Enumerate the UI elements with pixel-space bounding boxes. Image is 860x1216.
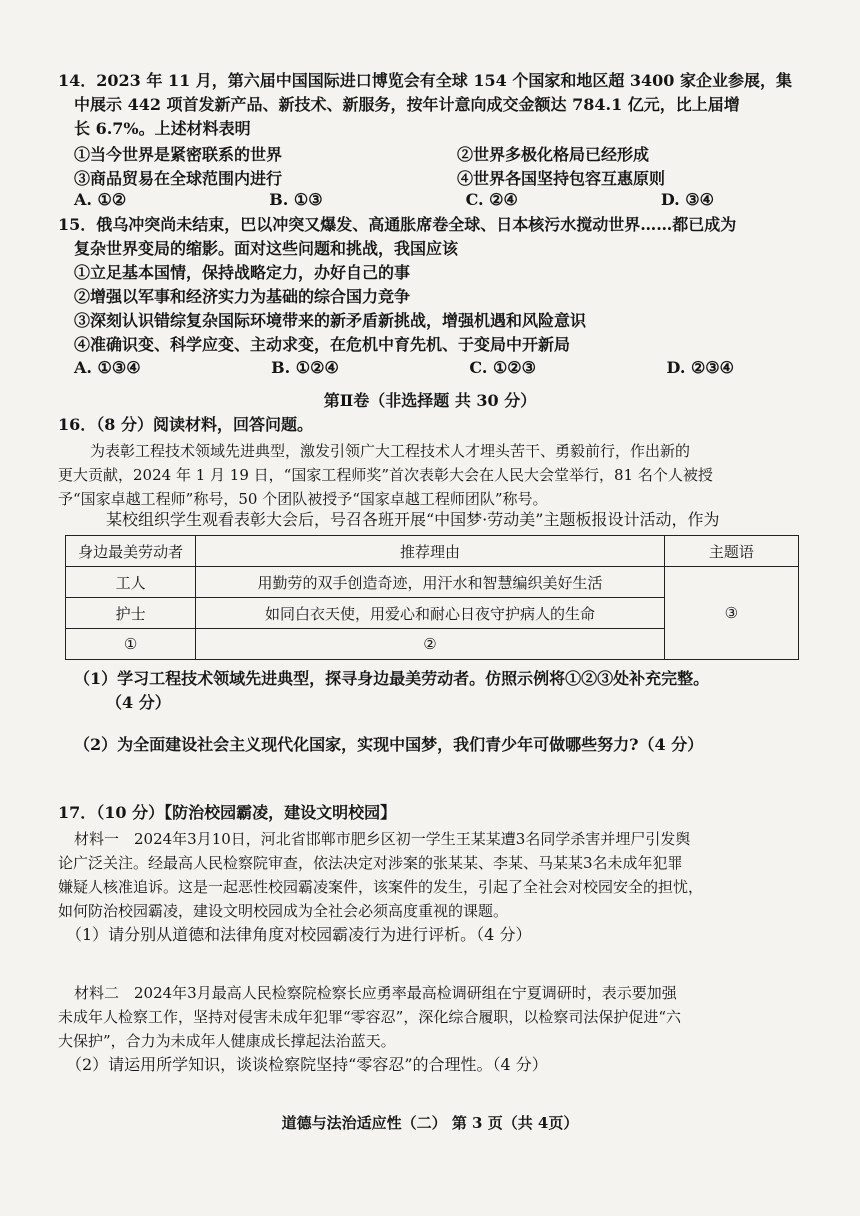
q17-heading: 17．（10 分）【防治校园霸凌，建设文明校园】 xyxy=(58,803,397,822)
page-footer: 道德与法治适应性（二） 第 3 页（共 4页） xyxy=(281,1114,579,1132)
q17-material1-line2: 论广泛关注。经最高人民检察院审查，依法决定对涉案的张某某、李某、马某某3名未成年犯罪 xyxy=(58,854,683,872)
q14-choice-a[interactable]: A. ①② xyxy=(74,190,127,209)
table-header: 身边最美劳动者 xyxy=(66,536,196,567)
worker-table xyxy=(65,535,799,660)
q17-material1-line1: 材料一 2024年3月10日，河北省邯郸市肥乡区初一学生王某某遭3名同学杀害并埋尸引发舆 xyxy=(74,830,691,848)
q16-sub1: （1）学习工程技术领域先进典型，探寻身边最美劳动者。仿照示例将①②③处补充完整。 xyxy=(74,669,710,688)
q14-option-4: ④世界各国坚持包容互惠原则 xyxy=(457,169,666,188)
q15-choice-a[interactable]: A. ①③④ xyxy=(74,358,141,377)
q15-option-2: ②增强以军事和经济实力为基础的综合国力竞争 xyxy=(74,287,411,306)
q17-material1-line4: 如何防治校园霸凌，建设文明校园成为全社会必须高度重视的课题。 xyxy=(58,902,509,920)
q14-option-1: ①当今世界是紧密联系的世界 xyxy=(74,145,283,164)
q14-choice-d[interactable]: D. ③④ xyxy=(660,190,714,209)
table-cell: 护士 xyxy=(66,598,196,629)
q14-option-3: ③商品贸易在全球范围内进行 xyxy=(74,169,283,188)
q14-line2: 中展示 442 项首发新产品、新技术、新服务，按年计意向成交金额达 784.1 亿元，比上届增 xyxy=(74,95,740,114)
q17-material2-line2: 未成年人检察工作，坚持对侵害未成年犯罪“零容忍”，深化综合履职，以检察司法保护促进“六 xyxy=(58,1008,682,1026)
q14-options-row1 xyxy=(74,142,754,165)
q14-line1: 14．2023 年 11 月，第六届中国国际进口博览会有全球 154 个国家和地区超 3400 家企业参展，集 xyxy=(58,71,792,90)
blank-cell-2[interactable]: ② xyxy=(196,629,664,660)
q15-choice-c[interactable]: C. ①②③ xyxy=(469,358,536,377)
table-header: 推荐理由 xyxy=(196,536,664,567)
q16-para-line1: 为表彰工程技术领域先进典型，激发引领广大工程技术人才埋头苦干、勇毅前行，作出新的 xyxy=(90,442,691,460)
q16-heading: 16．（8 分）阅读材料，回答问题。 xyxy=(58,415,313,434)
table-cell: 用勤劳的双手创造奇迹，用汗水和智慧编织美好生活 xyxy=(196,567,664,598)
blank-cell-1[interactable]: ① xyxy=(66,629,196,660)
q14-choice-c[interactable]: C. ②④ xyxy=(465,190,518,209)
q16-para-line4: 某校组织学生观看表彰大会后，号召各班开展“中国梦·劳动美”主题板报设计活动，作为 xyxy=(106,510,720,529)
q14-option-2: ②世界多极化格局已经形成 xyxy=(457,145,650,164)
q15-line2: 复杂世界变局的缩影。面对这些问题和挑战，我国应该 xyxy=(74,239,459,258)
q15-choice-d[interactable]: D. ②③④ xyxy=(666,358,734,377)
q15-choices xyxy=(74,358,754,377)
q16-para-line2: 更大贡献，2024 年 1 月 19 日，“国家工程师奖”首次表彰大会在人民大会堂举行，81 名个人被授 xyxy=(58,466,713,484)
table-row xyxy=(66,567,799,598)
section-title: 第Ⅱ卷（非选择题 共 30 分） xyxy=(323,391,537,410)
table-header-row xyxy=(66,536,799,567)
q14-line3: 长 6.7%。上述材料表明 xyxy=(74,119,251,138)
q14-options-row2 xyxy=(74,166,754,189)
q14-choice-b[interactable]: B. ①③ xyxy=(269,190,323,209)
q17-material2-line1: 材料二 2024年3月最高人民检察院检察长应勇率最高检调研组在宁夏调研时，表示要加强 xyxy=(74,984,677,1002)
q16-sub1-points: （4 分） xyxy=(106,693,171,712)
table-header: 主题语 xyxy=(664,536,798,567)
q15-choice-b[interactable]: B. ①②④ xyxy=(271,358,339,377)
q16-sub2: （2）为全面建设社会主义现代化国家，实现中国梦，我们青少年可做哪些努力?（4 分） xyxy=(74,735,704,754)
q15-option-3: ③深刻认识错综复杂国际环境带来的新矛盾新挑战，增强机遇和风险意识 xyxy=(74,311,587,330)
q17-sub1: （1）请分别从道德和法律角度对校园霸凌行为进行评析。（4 分） xyxy=(66,925,532,944)
q15-option-4: ④准确识变、科学应变、主动求变，在危机中育先机、于变局中开新局 xyxy=(74,335,571,354)
q16-para-line3: 予“国家卓越工程师”称号，50 个团队被授予“国家卓越工程师团队”称号。 xyxy=(58,490,548,508)
table-cell: 工人 xyxy=(66,567,196,598)
q15-option-1: ①立足基本国情，保持战略定力，办好自己的事 xyxy=(74,263,411,282)
theme-blank-cell[interactable]: ③ xyxy=(664,567,798,660)
table-cell: 如同白衣天使，用爱心和耐心日夜守护病人的生命 xyxy=(196,598,664,629)
q14-choices xyxy=(74,190,754,209)
q17-material1-line3: 嫌疑人核准追诉。这是一起恶性校园霸凌案件，该案件的发生，引起了全社会对校园安全的担忧， xyxy=(58,878,704,896)
q17-material2-line3: 大保护”，合力为未成年人健康成长撑起法治蓝天。 xyxy=(58,1032,396,1050)
q15-line1: 15．俄乌冲突尚未结束，巴以冲突又爆发、高通胀席卷全球、日本核污水搅动世界……都已成为 xyxy=(58,215,737,234)
q17-sub2: （2）请运用所学知识，谈谈检察院坚持“零容忍”的合理性。（4 分） xyxy=(66,1055,548,1074)
